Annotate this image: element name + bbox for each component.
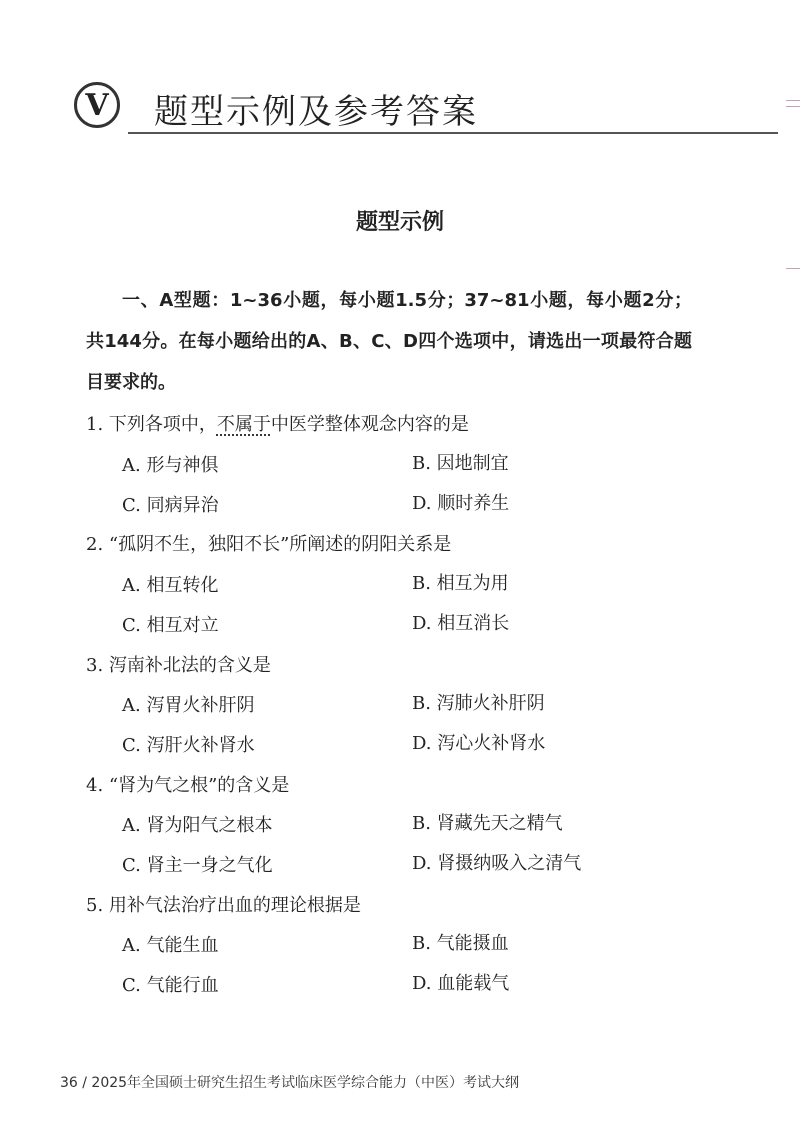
question-stem-text: 中医学整体观念内容的是 bbox=[270, 414, 469, 435]
option-d: D. 血能载气 bbox=[412, 973, 510, 994]
edge-mark bbox=[786, 106, 800, 107]
edge-mark bbox=[786, 268, 800, 269]
question-stem: 2. “孤阴不生，独阳不长”所阐述的阴阳关系是 bbox=[86, 534, 452, 555]
option-c: C. 泻肝火补肾水 bbox=[122, 735, 255, 756]
edge-mark bbox=[786, 100, 800, 101]
option-a: A. 气能生血 bbox=[122, 935, 219, 956]
question-stem-text: 1. 下列各项中， bbox=[86, 414, 217, 435]
chapter-title: 题型示例及参考答案 bbox=[154, 92, 478, 132]
question-stem: 4. “肾为气之根”的含义是 bbox=[86, 775, 290, 796]
emphasized-text: 不属于 bbox=[216, 414, 271, 435]
option-c: C. 气能行血 bbox=[122, 975, 219, 996]
option-a: A. 形与神俱 bbox=[122, 455, 219, 476]
header-divider bbox=[128, 132, 778, 134]
option-b: B. 因地制宜 bbox=[412, 453, 509, 474]
page-footer: 36 / 2025年全国硕士研究生招生考试临床医学综合能力（中医）考试大纲 bbox=[60, 1075, 520, 1091]
option-b: B. 泻肺火补肝阴 bbox=[412, 693, 545, 714]
option-c: C. 相互对立 bbox=[122, 615, 219, 636]
question-stem bbox=[86, 410, 469, 436]
option-a: A. 泻胃火补肝阴 bbox=[122, 695, 255, 716]
option-a: A. 相互转化 bbox=[122, 575, 219, 596]
option-a: A. 肾为阳气之根本 bbox=[122, 815, 273, 836]
option-d: D. 肾摄纳吸入之清气 bbox=[412, 853, 582, 874]
option-b: B. 肾藏先天之精气 bbox=[412, 813, 563, 834]
option-b: B. 相互为用 bbox=[412, 573, 509, 594]
option-d: D. 相互消长 bbox=[412, 613, 510, 634]
question-stem: 3. 泻南补北法的含义是 bbox=[86, 655, 271, 676]
option-c: C. 同病异治 bbox=[122, 495, 219, 516]
option-b: B. 气能摄血 bbox=[412, 933, 509, 954]
option-d: D. 顺时养生 bbox=[412, 493, 510, 514]
instructions-paragraph: 一、A型题：1~36小题，每小题1.5分；37~81小题，每小题2分；共144分。在每小题给出的A、B、C、D四个选项中，请选出一项最符合题目要求的。 bbox=[86, 290, 692, 393]
option-c: C. 肾主一身之气化 bbox=[122, 855, 273, 876]
chapter-header bbox=[72, 80, 782, 140]
section-title: 题型示例 bbox=[355, 210, 444, 235]
question-stem: 5. 用补气法治疗出血的理论根据是 bbox=[86, 895, 361, 916]
chapter-number-badge: V bbox=[74, 82, 120, 128]
option-d: D. 泻心火补肾水 bbox=[412, 733, 546, 754]
